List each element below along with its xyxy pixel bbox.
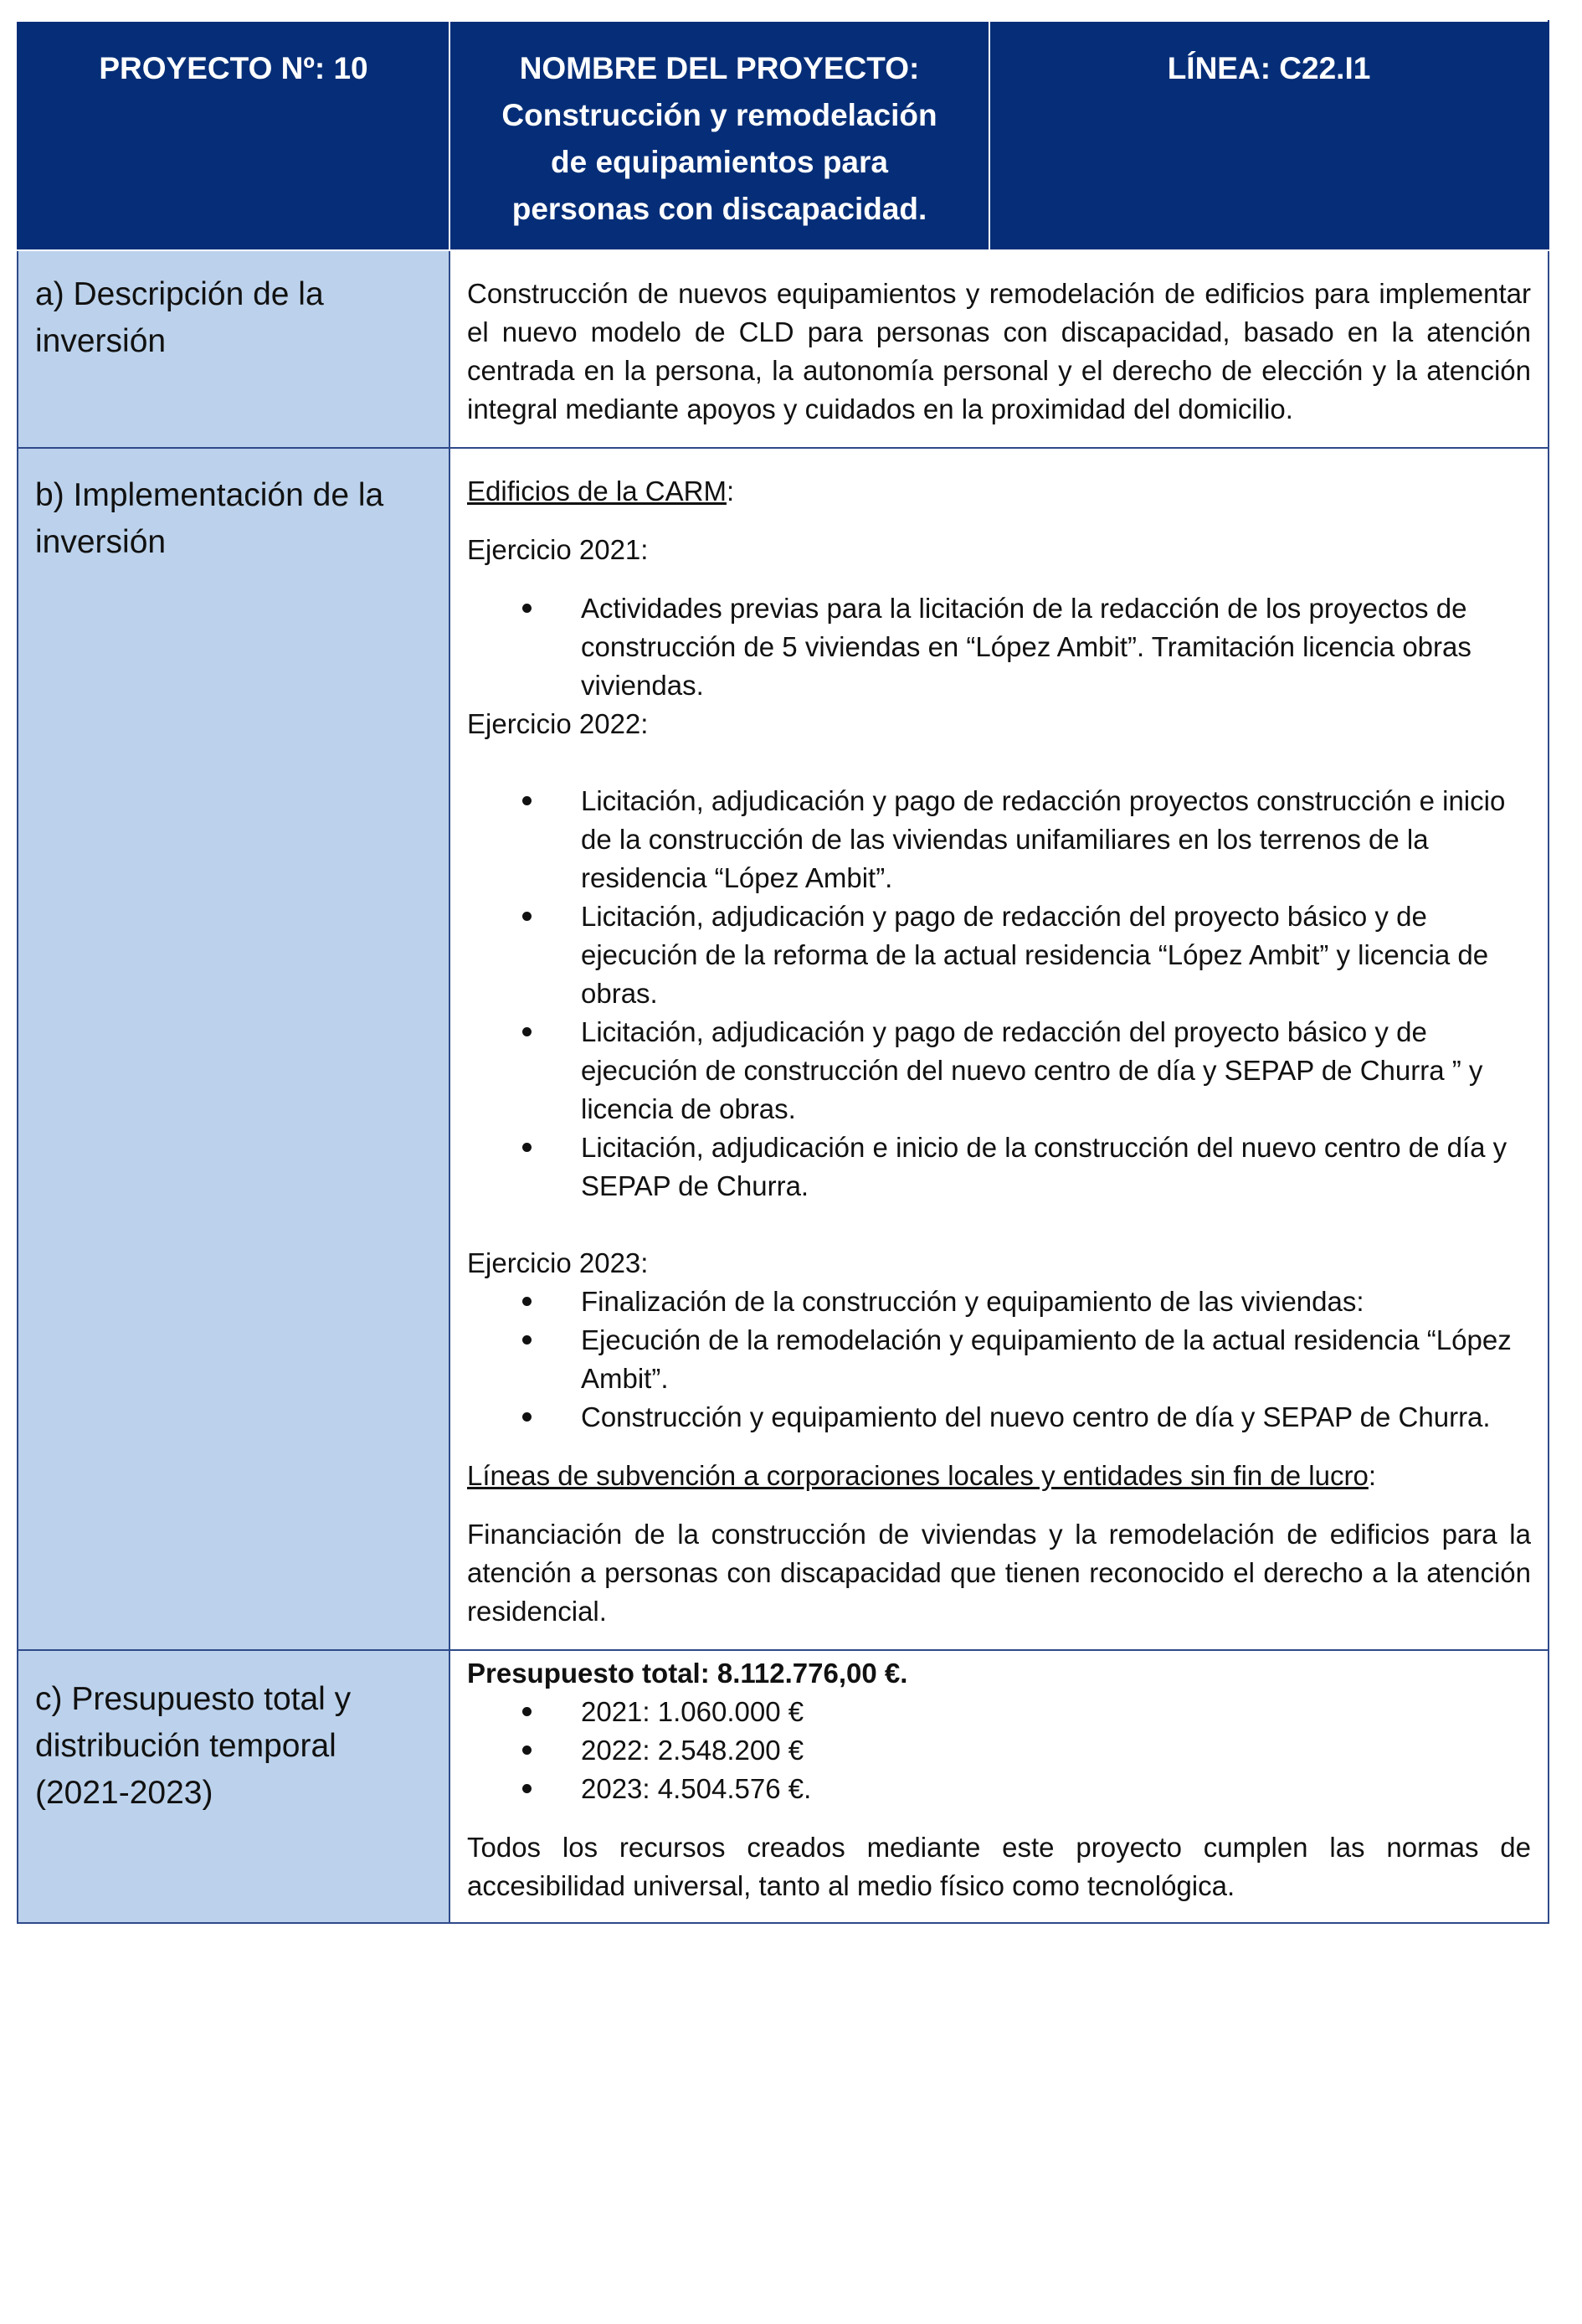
- lineas-heading: Líneas de subvención a corporaciones locales y entidades sin fin de lucro: [467, 1460, 1369, 1491]
- section-a-label: a) Descripción de la inversión: [18, 250, 449, 448]
- lineas-text: Financiación de la construcción de viviendas y la remodelación de edificios para la atención a personas con discapacidad que tienen reconocido el derecho a la atención residencial.: [467, 1519, 1531, 1627]
- bullet-icon: [522, 1335, 532, 1345]
- project-line-text: LÍNEA: C22.I1: [1167, 51, 1371, 85]
- list-item: Actividades previas para la licitación de la redacción de los proyectos de construcción de 5 viviendas en “López Ambit”. Tramitación licencia obras viviendas.: [467, 589, 1531, 705]
- bullet-icon: [522, 912, 532, 921]
- section-a-text: Construcción de nuevos equipamientos y remodelación de edificios para implementar el nuevo modelo de CLD para personas con discapacidad, basado en la atención centrada en la persona, la autonomía personal y el derecho de elección y la atención integral mediante apoyos y cuidados en la proximidad del domicilio.: [467, 278, 1531, 424]
- section-c-row: [18, 1650, 1549, 1923]
- bullet-icon: [522, 1027, 532, 1036]
- header-row: [18, 21, 1549, 250]
- budget-total: Presupuesto total: 8.112.776,00 €.: [467, 1658, 908, 1689]
- list-item: Ejecución de la remodelación y equipamiento de la actual residencia “López Ambit”.: [467, 1321, 1531, 1398]
- bullet-icon: [522, 1297, 532, 1306]
- list-item: 2022: 2.548.200 €: [467, 1731, 1531, 1770]
- lineas-heading-line: [467, 1457, 1531, 1495]
- list-item: Licitación, adjudicación y pago de redacción del proyecto básico y de ejecución de la reforma de la actual residencia “López Ambit” y licencia de obras.: [467, 897, 1531, 1013]
- bullet-icon: [522, 1707, 532, 1716]
- section-b-label: b) Implementación de la inversión: [18, 448, 449, 1650]
- bullet-icon: [522, 604, 532, 613]
- bullet-icon: [522, 1412, 532, 1422]
- project-name: Construcción y remodelación de equipamientos para personas con discapacidad.: [501, 98, 937, 226]
- project-table: [17, 20, 1549, 1924]
- ej2022-heading: Ejercicio 2022:: [467, 708, 649, 739]
- section-a-content: [449, 250, 1549, 448]
- lineas-colon: :: [1368, 1460, 1377, 1491]
- list-item: Licitación, adjudicación y pago de redacción proyectos construcción e inicio de la construcción de las viviendas unifamiliares en los terrenos de la residencia “López Ambit”.: [467, 782, 1531, 897]
- spacer: [467, 743, 1531, 782]
- ej2023-heading: Ejercicio 2023:: [467, 1247, 649, 1278]
- list-item: 2023: 4.504.576 €.: [467, 1770, 1531, 1808]
- list-item: 2021: 1.060.000 €: [467, 1693, 1531, 1731]
- budget-list: [467, 1693, 1531, 1808]
- bullet-icon: [522, 1143, 532, 1152]
- project-line: [989, 21, 1549, 250]
- section-a-row: [18, 250, 1549, 448]
- project-name-label: NOMBRE DEL PROYECTO:: [519, 51, 920, 85]
- section-c-content: [449, 1650, 1549, 1923]
- bullet-icon: [522, 796, 532, 805]
- edificios-colon: :: [726, 476, 735, 506]
- ej2023-list: [467, 1283, 1531, 1437]
- list-item: Construcción y equipamiento del nuevo centro de día y SEPAP de Churra.: [467, 1398, 1531, 1437]
- edificios-heading-line: [467, 472, 1531, 511]
- section-b-content: [449, 448, 1549, 1650]
- section-b-row: [18, 448, 1549, 1650]
- bullet-icon: [522, 1784, 532, 1793]
- ej2022-list: [467, 782, 1531, 1206]
- project-number-text: PROYECTO Nº: 10: [99, 51, 368, 85]
- ej2021-heading: Ejercicio 2021:: [467, 534, 649, 565]
- project-number: [18, 21, 449, 250]
- section-c-label: c) Presupuesto total y distribución temporal (2021-2023): [18, 1650, 449, 1923]
- edificios-heading: Edificios de la CARM: [467, 476, 727, 506]
- list-item: Licitación, adjudicación y pago de redacción del proyecto básico y de ejecución de construcción del nuevo centro de día y SEPAP de Churra ” y licencia de obras.: [467, 1013, 1531, 1129]
- bullet-icon: [522, 1746, 532, 1755]
- list-item: Finalización de la construcción y equipamiento de las viviendas:: [467, 1283, 1531, 1321]
- ej2021-list: [467, 589, 1531, 705]
- spacer: [467, 1206, 1531, 1244]
- accessibility-note: Todos los recursos creados mediante este proyecto cumplen las normas de accesibilidad universal, tanto al medio físico como tecnológica.: [467, 1832, 1531, 1901]
- project-name-cell: [449, 21, 989, 250]
- list-item: Licitación, adjudicación e inicio de la construcción del nuevo centro de día y SEPAP de Churra.: [467, 1129, 1531, 1206]
